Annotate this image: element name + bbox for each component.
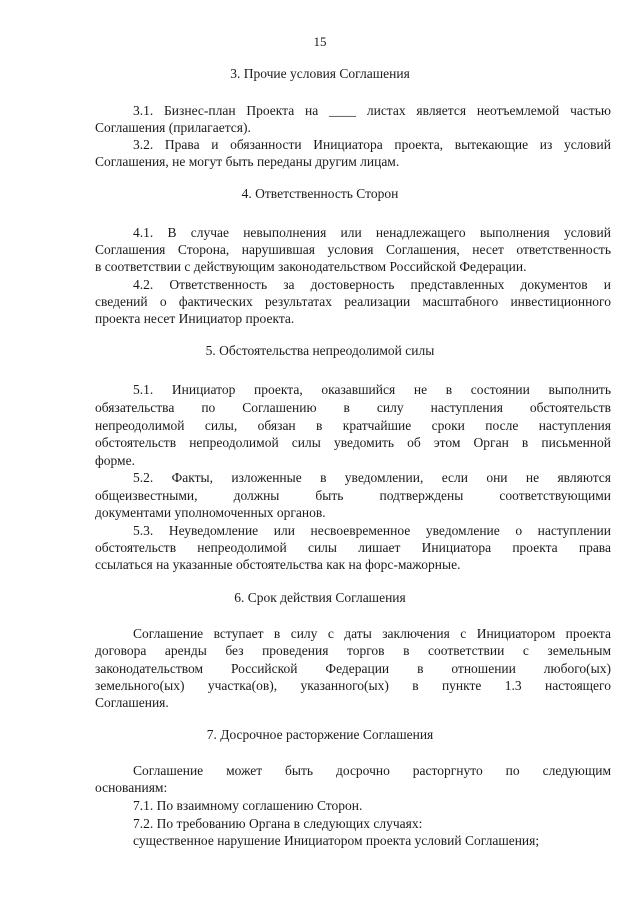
paragraph-line: обстоятельств непреодолимой силы уведомить об этом Орган в письменной: [95, 435, 611, 450]
paragraph-line: Соглашения (прилагается).: [95, 120, 251, 135]
paragraph-line: 3.2. Права и обязанности Инициатора проекта, вытекающие из условий: [133, 137, 611, 152]
paragraph-line: 7.2. По требованию Органа в следующих случаях:: [133, 816, 423, 831]
paragraph-line: общеизвестными, должны быть подтверждены соответствующими: [95, 488, 611, 503]
paragraph-line: 3.1. Бизнес-план Проекта на ____ листах является неотъемлемой частью: [133, 103, 611, 118]
paragraph-line: Соглашения, не могут быть переданы другим лицам.: [95, 154, 400, 169]
paragraph-line: в соответствии с действующим законодательством Российской Федерации.: [95, 259, 527, 274]
paragraph-line: договора аренды без проведения торгов в соответствии с земельным: [95, 643, 611, 658]
paragraph-line: сведений о фактических результатах реализации масштабного инвестиционного: [95, 294, 611, 309]
paragraph-line: Соглашение вступает в силу с даты заключения с Инициатором проекта: [133, 626, 611, 641]
paragraph-line: обстоятельств непреодолимой силы лишает Инициатора проекта права: [95, 540, 611, 555]
paragraph-line: 5.2. Факты, изложенные в уведомлении, если они не являются: [133, 470, 611, 485]
paragraph-line: земельного(ых) участка(ов), указанного(ых) в пункте 1.3 настоящего: [95, 678, 611, 693]
paragraph-line: проекта несет Инициатор проекта.: [95, 311, 295, 326]
paragraph-line: существенное нарушение Инициатором проекта условий Соглашения;: [133, 833, 540, 848]
paragraph-line: 4.2. Ответственность за достоверность представленных документов и: [133, 277, 611, 292]
paragraph-line: Соглашения.: [95, 695, 169, 710]
paragraph-line: обязательства по Соглашению в силу наступления обстоятельств: [95, 400, 611, 415]
section-7-heading: 7. Досрочное расторжение Соглашения: [206, 727, 434, 742]
page-number: 15: [313, 34, 327, 49]
paragraph-line: 5.1. Инициатор проекта, оказавшийся не в состоянии выполнить: [133, 382, 611, 397]
paragraph-line: форме.: [95, 453, 135, 468]
paragraph-line: 4.1. В случае невыполнения или ненадлежащего выполнения условий: [133, 225, 611, 240]
section-4-heading: 4. Ответственность Сторон: [241, 186, 399, 201]
paragraph-line: 7.1. По взаимному соглашению Сторон.: [133, 798, 363, 813]
paragraph-line: Соглашения Сторона, нарушившая условия Соглашения, несет ответственность: [95, 242, 611, 257]
section-6-heading: 6. Срок действия Соглашения: [234, 590, 406, 605]
section-3-heading: 3. Прочие условия Соглашения: [230, 66, 410, 81]
paragraph-line: Соглашение может быть досрочно расторгнуто по следующим: [133, 763, 611, 778]
paragraph-line: документами уполномоченных органов.: [95, 505, 326, 520]
paragraph-line: законодательством Российской Федерации в отношении любого(ых): [95, 661, 611, 676]
paragraph-line: основаниям:: [95, 780, 168, 795]
paragraph-line: ссылаться на указанные обстоятельства как на форс-мажорные.: [95, 557, 461, 572]
paragraph-line: 5.3. Неуведомление или несвоевременное уведомление о наступлении: [133, 523, 611, 538]
section-5-heading: 5. Обстоятельства непреодолимой силы: [205, 343, 435, 358]
paragraph-line: непреодолимой силы, обязан в кратчайшие сроки после наступления: [95, 418, 611, 433]
